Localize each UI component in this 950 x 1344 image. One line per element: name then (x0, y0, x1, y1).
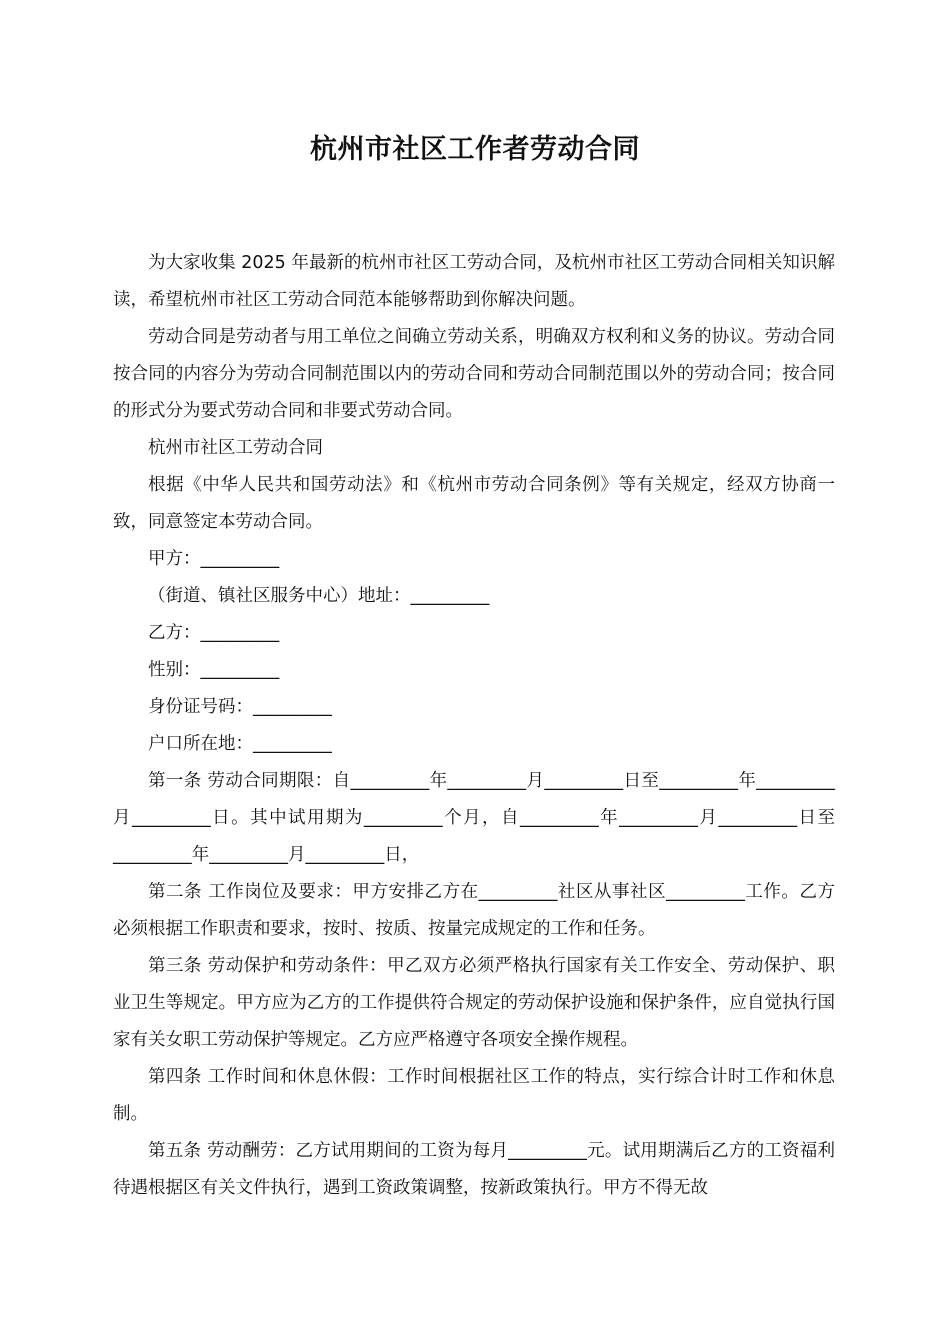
legal-basis-paragraph: 根据《中华人民共和国劳动法》和《杭州市劳动合同条例》等有关规定，经双方协商一致，同意签定本劳动合同。 (113, 475, 835, 532)
article-2-paragraph: 第二条 工作岗位及要求：甲方安排乙方在_________社区从事社区_________工作。乙方必须根据工作职责和要求，按时、按质、按量完成规定的工作和任务。 (113, 882, 835, 939)
document-body (113, 245, 835, 1207)
address-field: （街道、镇社区服务中心）地址：_________ (148, 586, 490, 606)
party-a-field: 甲方：_________ (148, 549, 280, 569)
article-5-paragraph: 第五条 劳动酬劳：乙方试用期间的工资为每月_________元。试用期满后乙方的工资福利待遇根据区有关文件执行，遇到工资政策调整，按新政策执行。甲方不得无故 (113, 1141, 835, 1198)
definition-paragraph: 劳动合同是劳动者与用工单位之间确立劳动关系，明确双方权利和义务的协议。劳动合同按合同的内容分为劳动合同制范围以内的劳动合同和劳动合同制范围以外的劳动合同；按合同的形式分为要式劳动合同和非要式劳动合同。 (113, 327, 835, 421)
document-title: 杭州市社区工作者劳动合同 (310, 134, 640, 165)
gender-field: 性别：_________ (148, 660, 280, 680)
article-4-paragraph: 第四条 工作时间和休息休假：工作时间根据社区工作的特点，实行综合计时工作和休息制。 (113, 1067, 835, 1124)
article-3-paragraph: 第三条 劳动保护和劳动条件：甲乙双方必须严格执行国家有关工作安全、劳动保护、职业卫生等规定。甲方应为乙方的工作提供符合规定的劳动保护设施和保护条件，应自觉执行国家有关女职工劳动保护等规定。乙方应严格遵守各项安全操作规程。 (113, 956, 835, 1050)
contract-subtitle: 杭州市社区工劳动合同 (148, 438, 323, 458)
household-registration-field: 户口所在地：_________ (148, 734, 332, 754)
article-1-paragraph: 第一条 劳动合同期限：自_________年_________月_________日至_________年_________月_________日。其中试用期为_________个月，自_________年_________月_________日至_________年_________月_________日， (113, 771, 835, 865)
id-number-field: 身份证号码：_________ (148, 697, 332, 717)
intro-paragraph: 为大家收集 2025 年最新的杭州市社区工劳动合同，及杭州市社区工劳动合同相关知识解读，希望杭州市社区工劳动合同范本能够帮助到你解决问题。 (113, 253, 835, 310)
party-b-field: 乙方：_________ (148, 623, 280, 643)
